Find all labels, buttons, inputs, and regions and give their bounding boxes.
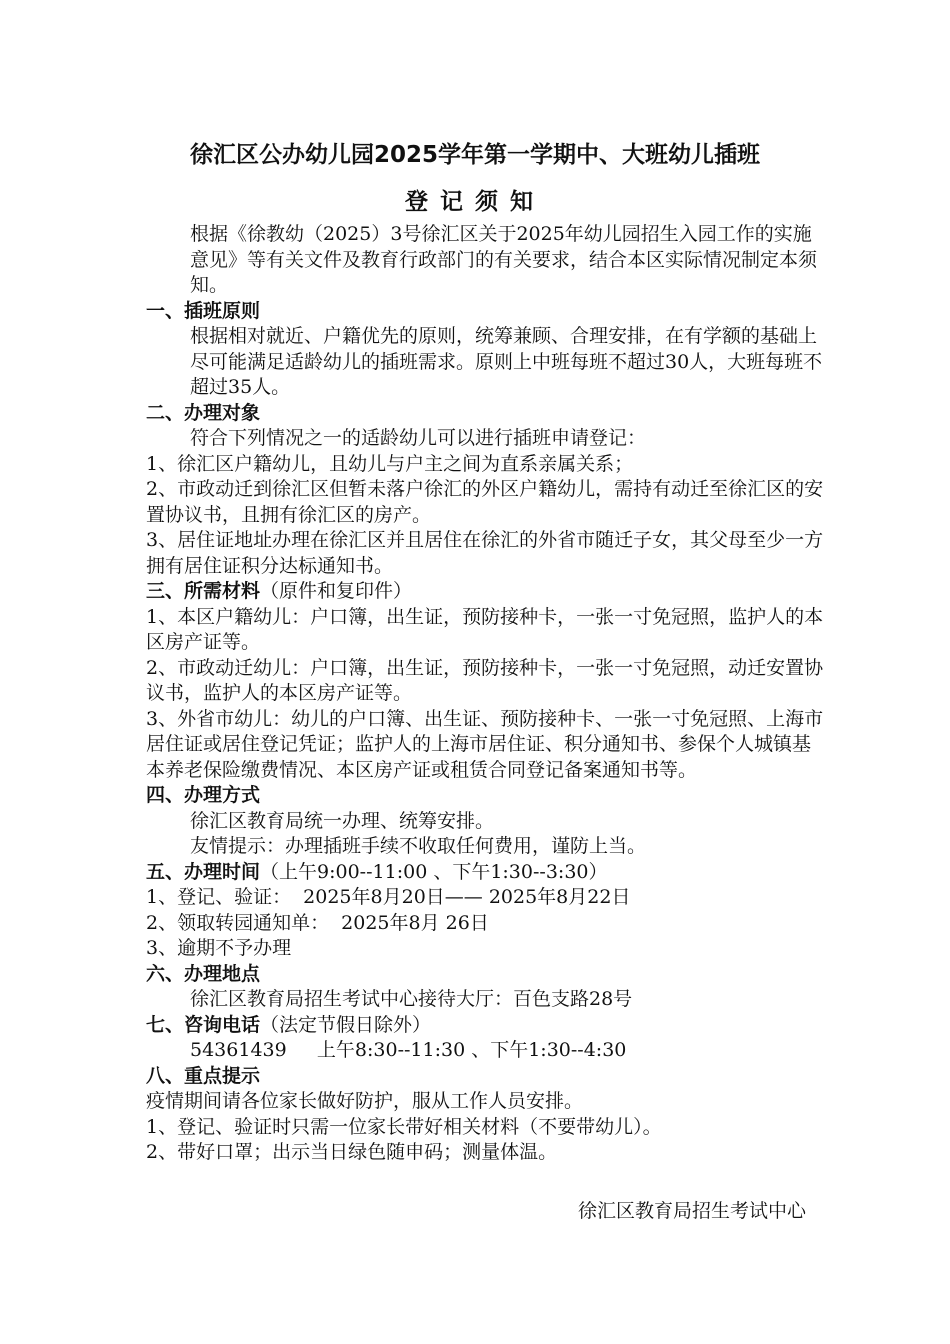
section-3-heading-note: （原件和复印件）: [260, 580, 413, 602]
section-5-item-2: 2、领取转园通知单： 2025年8月 26日: [146, 911, 489, 934]
section-4-paragraph-1: 徐汇区教育局统一办理、统筹安排。: [190, 809, 495, 832]
section-3-item-3: 3、外省市幼儿：幼儿的户口簿、出生证、预防接种卡、一张一寸免冠照、上海市居住证或居住登记凭证；监护人的上海市居住证、积分通知书、参保个人城镇基本养老保险缴费情况、本区房产证或租赁合同登记备案通知书等。: [146, 707, 824, 781]
section-7-paragraph: 54361439 上午8:30--11:30 、下午1:30--4:30: [190, 1039, 627, 1061]
document-title: 徐汇区公办幼儿园2025学年第一学期中、大班幼儿插班: [189, 142, 760, 168]
section-3-item-1: 1、本区户籍幼儿：户口簿，出生证，预防接种卡，一张一寸免冠照，监护人的本区房产证等。: [146, 605, 824, 653]
section-2-heading: 二、办理对象: [146, 401, 261, 424]
section-3-heading: [146, 579, 826, 605]
section-5-item-3: 3、逾期不予办理: [146, 937, 292, 959]
section-5-item-1: 1、登记、验证： 2025年8月20日—— 2025年8月22日: [146, 886, 631, 908]
section-2-paragraph: 符合下列情况之一的适龄幼儿可以进行插班申请登记：: [190, 427, 647, 449]
section-7-heading-note: （法定节假日除外）: [260, 1013, 432, 1036]
section-2-item-1: 1、徐汇区户籍幼儿，且幼儿与户主之间为直系亲属关系；: [146, 452, 634, 475]
section-6-paragraph: 徐汇区教育局招生考试中心接待大厅：百色支路28号: [190, 988, 633, 1010]
section-4-paragraph-2: 友情提示：办理插班手续不收取任何费用，谨防上当。: [190, 835, 647, 857]
section-5-heading: [146, 860, 826, 886]
section-5-heading-note: （上午9:00--11:00 、下午1:30--3:30）: [260, 860, 608, 883]
section-8-item-1: 1、登记、验证时只需一位家长带好相关材料（不要带幼儿）。: [146, 1115, 662, 1138]
document-body: [146, 222, 826, 1166]
document-subtitle: 登记须知: [405, 189, 545, 215]
intro-paragraph: 根据《徐教幼（2025）3号徐汇区关于2025年幼儿园招生入园工作的实施意见》等有关文件及教育行政部门的有关要求，结合本区实际情况制定本须知。: [190, 223, 818, 296]
section-6-heading: 六、办理地点: [146, 962, 261, 985]
section-1-heading: 一、插班原则: [146, 299, 261, 322]
section-5-heading-text: 五、办理时间: [146, 860, 261, 883]
section-7-heading-text: 七、咨询电话: [146, 1013, 261, 1036]
section-2-item-3: 3、居住证地址办理在徐汇区并且居住在徐汇的外省市随迁子女，其父母至少一方拥有居住证积分达标通知书。: [146, 529, 824, 577]
section-3-heading-text: 三、所需材料: [146, 580, 261, 602]
section-4-heading: 四、办理方式: [146, 784, 261, 806]
section-8-item-2: 2、带好口罩；出示当日绿色随申码；测量体温。: [146, 1141, 558, 1163]
section-7-heading: [146, 1013, 826, 1039]
section-8-heading: 八、重点提示: [146, 1064, 261, 1087]
section-1-paragraph: 根据相对就近、户籍优先的原则，统筹兼顾、合理安排，在有学额的基础上尽可能满足适龄幼儿的插班需求。原则上中班每班不超过30人，大班每班不超过35人。: [190, 325, 823, 398]
section-2-item-2: 2、市政动迁到徐汇区但暂未落户徐汇的外区户籍幼儿，需持有动迁至徐汇区的安置协议书，且拥有徐汇区的房产。: [146, 478, 824, 526]
section-3-item-2: 2、市政动迁幼儿：户口簿，出生证，预防接种卡，一张一寸免冠照，动迁安置协议书，监护人的本区房产证等。: [146, 656, 824, 704]
section-8-paragraph: 疫情期间请各位家长做好防护，服从工作人员安排。: [146, 1090, 584, 1112]
issuer-signature: 徐汇区教育局招生考试中心: [577, 1200, 806, 1222]
